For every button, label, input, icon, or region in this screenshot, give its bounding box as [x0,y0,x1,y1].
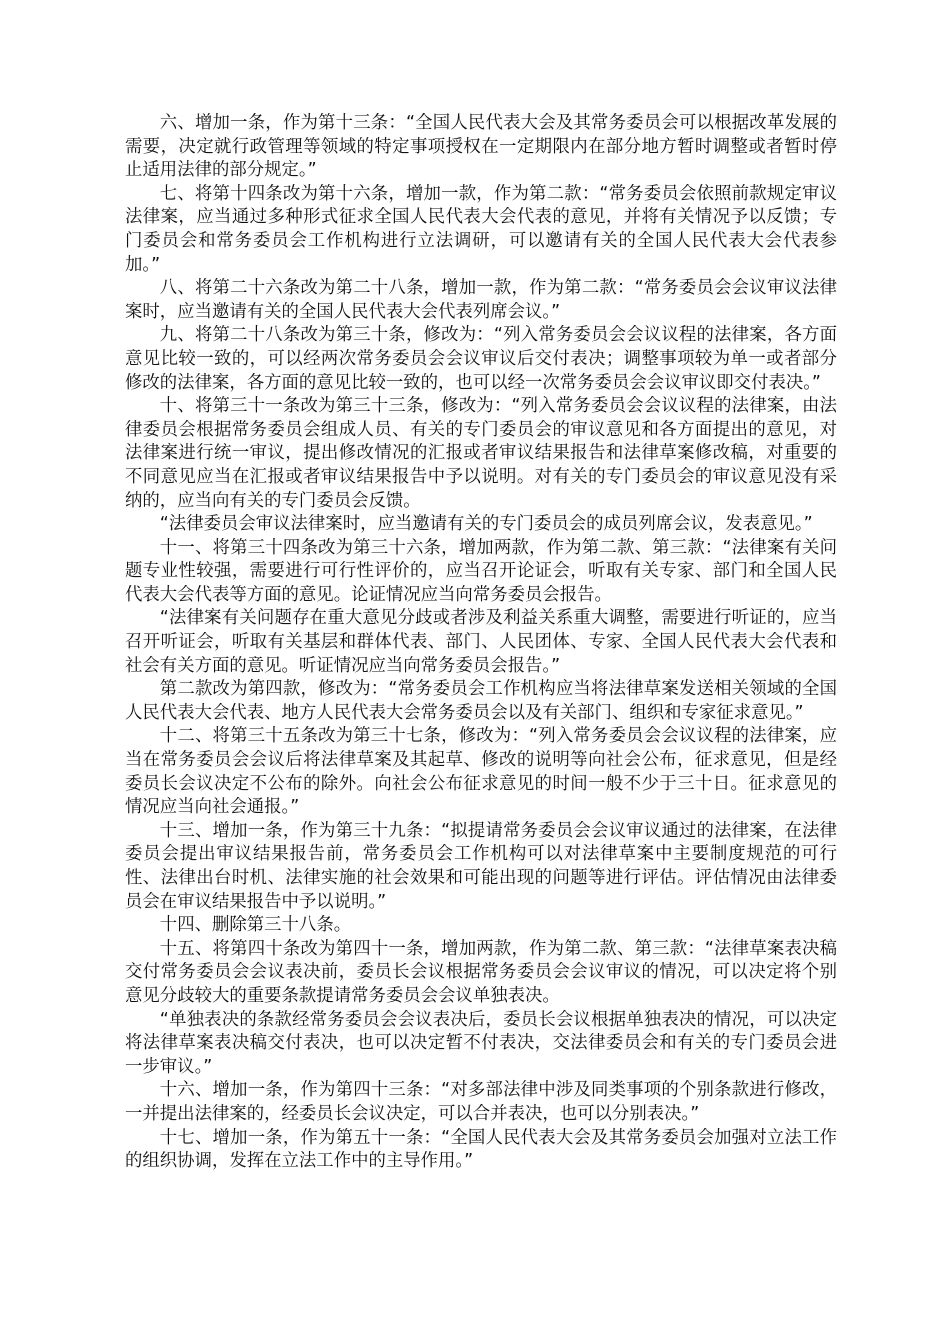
paragraph-article-16: 十六、增加一条，作为第四十三条：“对多部法律中涉及同类事项的个别条款进行修改，一并提出法律案的，经委员长会议决定，可以合并表决，也可以分别表决。” [125,1080,837,1124]
paragraph-article-10-cont: “法律委员会审议法律案时，应当邀请有关的专门委员会的成员列席会议，发表意见。” [159,514,813,535]
paragraph-article-11-clause: 第二款改为第四款，修改为：“常务委员会工作机构应当将法律草案发送相关领域的全国人民代表大会代表、地方人民代表大会常务委员会以及有关部门、组织和专家征求意见。” [125,679,837,723]
paragraph-article-6: 六、增加一条，作为第十三条：“全国人民代表大会及其常务委员会可以根据改革发展的需要，决定就行政管理等领域的特定事项授权在一定期限内在部分地方暂时调整或者暂时停止适用法律的部分规定。” [125,113,837,181]
paragraph-article-10: 十、将第三十一条改为第三十三条，修改为：“列入常务委员会会议议程的法律案，由法律委员会根据常务委员会组成人员、有关的专门委员会的审议意见和各方面提出的意见，对法律案进行统一审议，提出修改情况的汇报或者审议结果报告和法律草案修改稿，对重要的不同意见应当在汇报或者审议结果报告中予以说明。对有关的专门委员会的审议意见没有采纳的，应当向有关的专门委员会反馈。 [125,396,837,511]
paragraph-article-7: 七、将第十四条改为第十六条，增加一款，作为第二款：“常务委员会依照前款规定审议法律案，应当通过多种形式征求全国人民代表大会代表的意见，并将有关情况予以反馈；专门委员会和常务委员会工作机构进行立法调研，可以邀请有关的全国人民代表大会代表参加。” [125,183,837,275]
paragraph-article-13: 十三、增加一条，作为第三十九条：“拟提请常务委员会会议审议通过的法律案，在法律委员会提出审议结果报告前，常务委员会工作机构可以对法律草案中主要制度规范的可行性、法律出台时机、法律实施的社会效果和可能出现的问题等进行评估。评估情况由法律委员会在审议结果报告中予以说明。” [125,820,837,912]
paragraph-article-11: 十一、将第三十四条改为第三十六条，增加两款，作为第二款、第三款：“法律案有关问题专业性较强，需要进行可行性评价的，应当召开论证会，听取有关专家、部门和全国人民代表大会代表等方面的意见。论证情况应当向常务委员会报告。 [125,537,837,605]
paragraph-article-15-cont: “单独表决的条款经常务委员会会议表决后，委员长会议根据单独表决的情况，可以决定将法律草案表决稿交付表决，也可以决定暂不付表决，交法律委员会和有关的专门委员会进一步审议。” [125,1009,837,1077]
paragraph-article-17: 十七、增加一条，作为第五十一条：“全国人民代表大会及其常务委员会加强对立法工作的组织协调，发挥在立法工作中的主导作用。” [125,1127,837,1172]
document-body [125,112,837,1174]
paragraph-article-9: 九、将第二十八条改为第三十条，修改为：“列入常务委员会会议议程的法律案，各方面意见比较一致的，可以经两次常务委员会会议审议后交付表决；调整事项较为单一或者部分修改的法律案，各方面的意见比较一致的，也可以经一次常务委员会会议审议即交付表决。” [125,325,837,393]
paragraph-article-12: 十二、将第三十五条改为第三十七条，修改为：“列入常务委员会会议议程的法律案，应当在常务委员会会议后将法律草案及其起草、修改的说明等向社会公布，征求意见，但是经委员长会议决定不公布的除外。向社会公布征求意见的时间一般不少于三十日。征求意见的情况应当向社会通报。” [125,726,837,818]
paragraph-article-8: 八、将第二十六条改为第二十八条，增加一款，作为第二款：“常务委员会会议审议法律案时，应当邀请有关的全国人民代表大会代表列席会议。” [125,278,837,322]
paragraph-article-15: 十五、将第四十条改为第四十一条，增加两款，作为第二款、第三款：“法律草案表决稿交付常务委员会会议表决前，委员长会议根据常务委员会会议审议的情况，可以决定将个别意见分歧较大的重要条款提请常务委员会会议单独表决。 [125,938,837,1006]
paragraph-article-14: 十四、删除第三十八条。 [159,915,352,936]
paragraph-article-11-cont: “法律案有关问题存在重大意见分歧或者涉及利益关系重大调整，需要进行听证的，应当召开听证会，听取有关基层和群体代表、部门、人民团体、专家、全国人民代表大会代表和社会有关方面的意见。听证情况应当向常务委员会报告。” [125,608,837,676]
